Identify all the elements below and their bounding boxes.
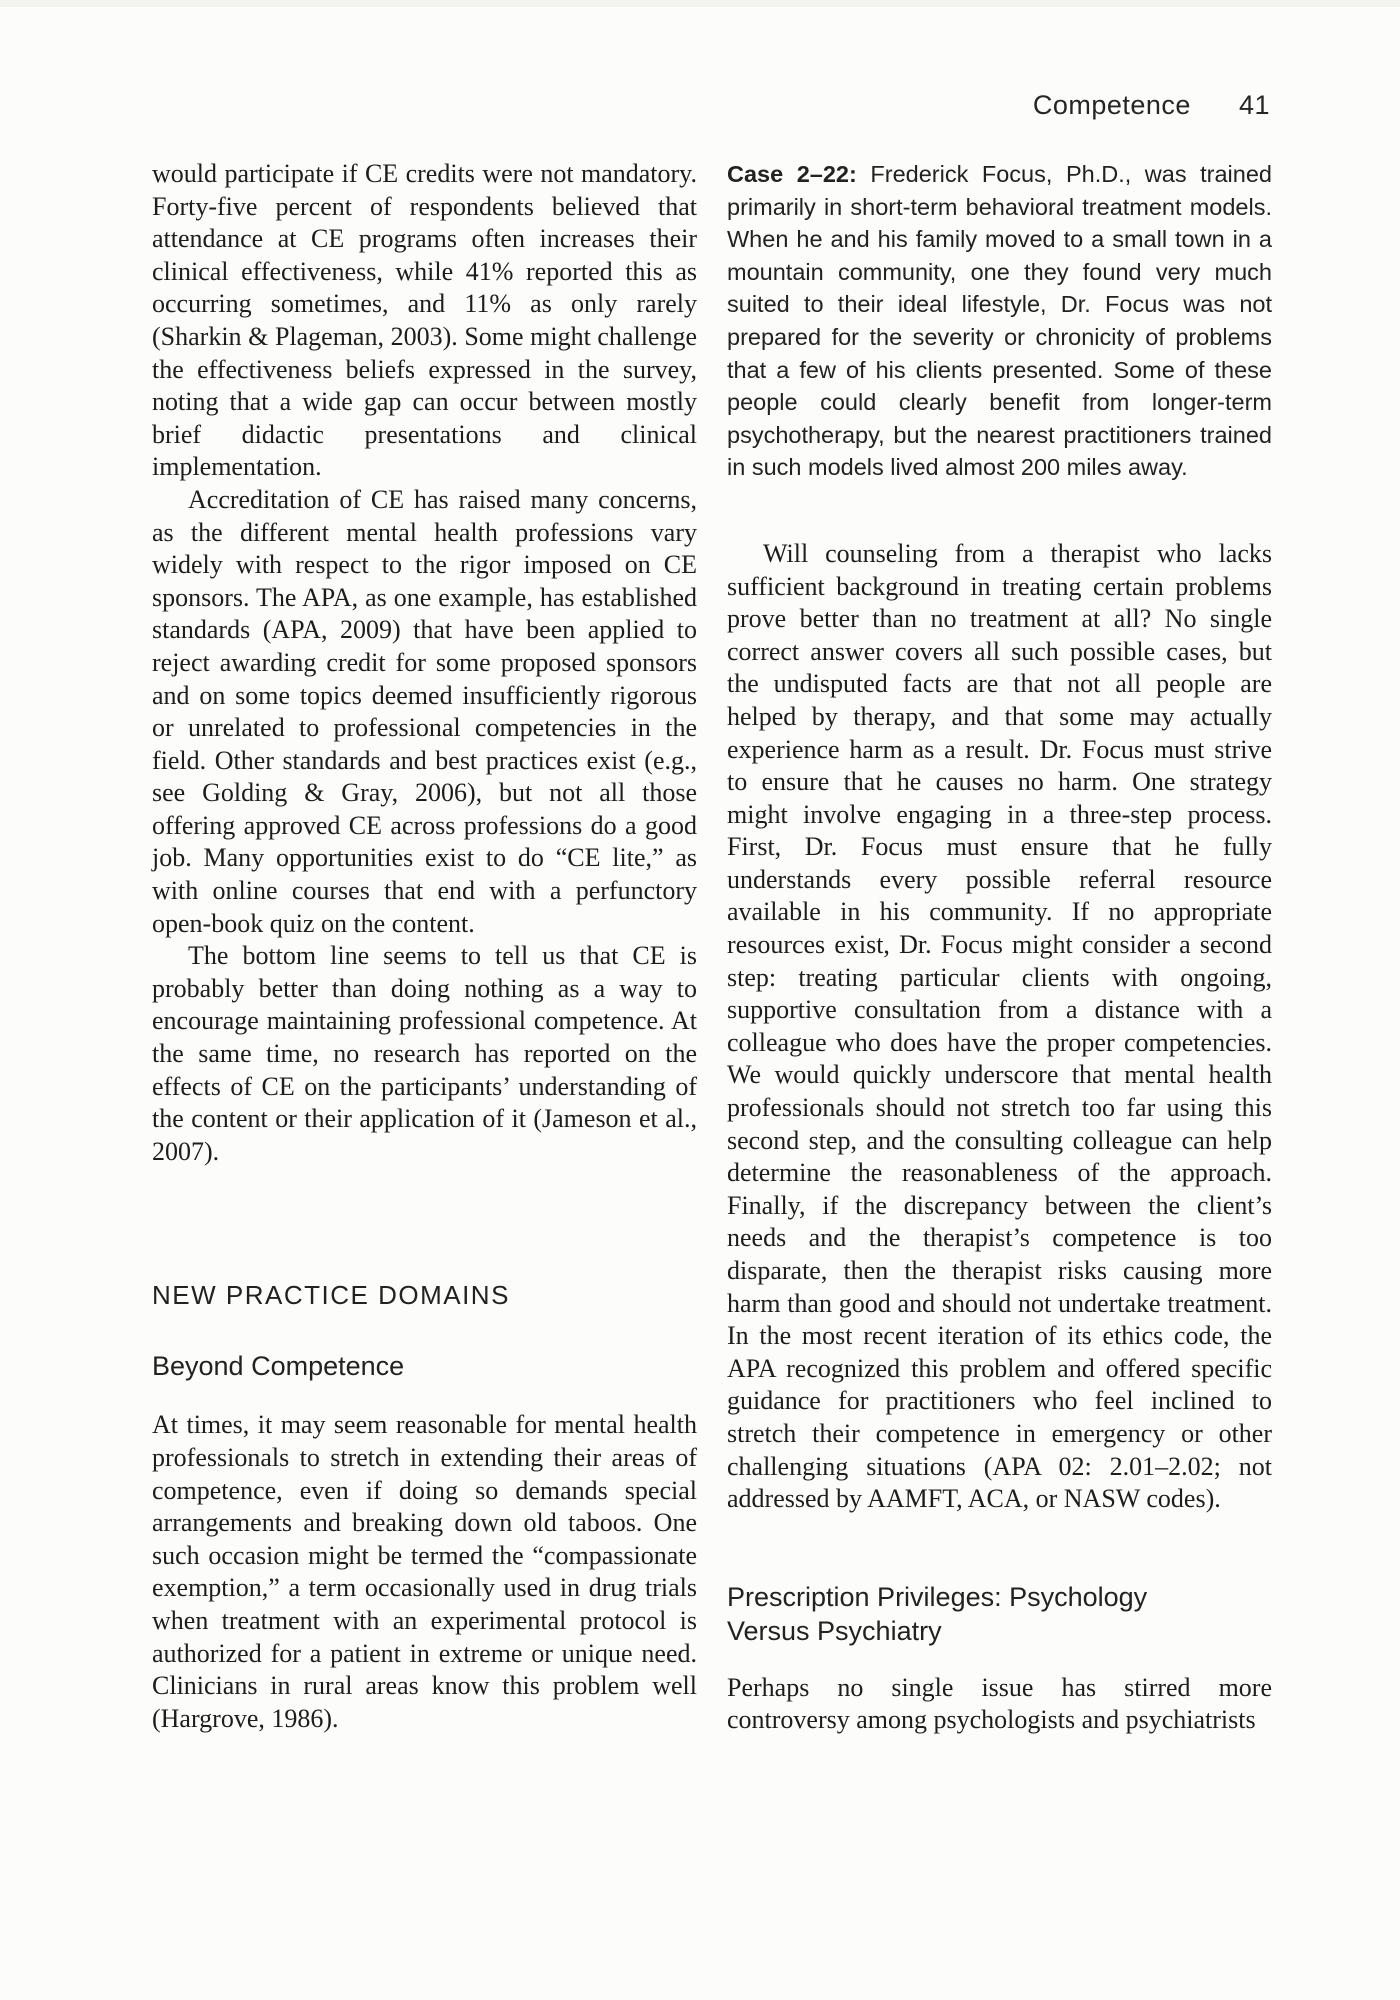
paragraph-prescription-intro: Perhaps no single issue has stirred more controversy among psychologists and psychiatrists: [727, 1672, 1272, 1735]
paragraph-will-counseling: Will counseling from a therapist who lacks sufficient background in treating certain problems prove better than no treatment at all? No single correct answer covers all such possible cases, but the undisputed facts are that not all people are helped by therapy, and that some may actually experience harm as a result. Dr. Focus must strive to ensure that he causes no harm. One strategy might involve engaging in a three-step process. First, Dr. Focus must ensure that he fully understands every possible referral resource available in his community. If no appropriate resources exist, Dr. Focus might consider a second step: treating particular clients with ongoing, supportive consultation from a distance with a colleague who does have the proper competencies. We would quickly underscore that mental health professionals should not stretch too far using this second step, and the consulting colleague can help determine the reasonableness of the approach. Finally, if the discrepancy between the client’s needs and the therapist’s competence is too disparate, then the therapist risks causing more harm than good and should not undertake treatment. In the most recent iteration of its ethics code, the APA recognized this problem and offered specific guidance for practitioners who feel inclined to stretch their competence in emergency or other challenging situations (APA 02: 2.01–2.02; not addressed by AAMFT, ACA, or NASW codes).: [727, 538, 1272, 1514]
paragraph-compassionate-exemption: At times, it may seem reasonable for mental health professionals to stretch in extending their areas of competence, even if doing so demands special arrangements and breaking down old taboos. One such occasion might be termed the “compassionate exemption,” a term occasionally used in drug trials when treatment with an experimental protocol is authorized for a patient in extreme or unique need. Clinicians in rural areas know this problem well (Hargrove, 1986).: [152, 1410, 697, 1733]
case-text: Frederick Focus, Ph.D., was trained primarily in short-term behavioral treatment models. When he and his family moved to a small town in a mountain community, one they found very much suited to their ideal lifestyle, Dr. Focus was not prepared for the severity or chronicity of problems that a few of his clients presented. Some of these people could clearly benefit from longer-term psychotherapy, but the nearest practitioners trained in such models lived almost 200 miles away.: [727, 161, 1272, 481]
scan-edge-artifact: [0, 0, 1400, 7]
paragraph-accreditation: Accreditation of CE has raised many concerns, as the different mental health professions vary widely with respect to the rigor imposed on CE sponsors. The APA, as one example, has established standards (APA, 2009) that have been applied to reject awarding credit for some proposed sponsors and on some topics deemed insufficiently rigorous or unrelated to professional competencies in the field. Other standards and best practices exist (e.g., see Golding & Gray, 2006), but not all those offering approved CE across professions do a good job. Many opportunities exist to do “CE lite,” as with online courses that end with a perfunctory open-book quiz on the content.: [152, 484, 697, 938]
right-column: [727, 158, 1272, 1737]
page-number: 41: [1238, 90, 1270, 120]
subheading-line-2: Versus Psychiatry: [727, 1615, 942, 1646]
subheading-line-1: Prescription Privileges: Psychology: [727, 1581, 1148, 1612]
left-column: [152, 158, 697, 1735]
paragraph-ce-credits: would participate if CE credits were not mandatory. Forty-five percent of respondents believed that attendance at CE programs often increases their clinical effectiveness, while 41% reported this as occurring sometimes, and 11% as only rarely (Sharkin & Plageman, 2003). Some might challenge the effectiveness beliefs expressed in the survey, noting that a wide gap can occur between mostly brief didactic presentations and clinical implementation.: [152, 159, 697, 482]
subheading-prescription-privileges: [727, 1580, 1272, 1648]
subheading-beyond-competence: Beyond Competence: [152, 1351, 405, 1382]
paragraph-bottom-line: The bottom line seems to tell us that CE is probably better than doing nothing as a way to encourage maintaining professional competence. At the same time, no research has reported on the effects of CE on the participants’ understanding of the content or their application of it (Jameson et al., 2007).: [152, 941, 697, 1166]
section-heading-new-practice-domains: NEW PRACTICE DOMAINS: [152, 1280, 510, 1311]
case-label: Case 2–22:: [727, 161, 857, 187]
page-header: [152, 90, 1270, 121]
case-example-2-22: [727, 158, 1272, 484]
running-title: Competence: [1032, 90, 1191, 120]
